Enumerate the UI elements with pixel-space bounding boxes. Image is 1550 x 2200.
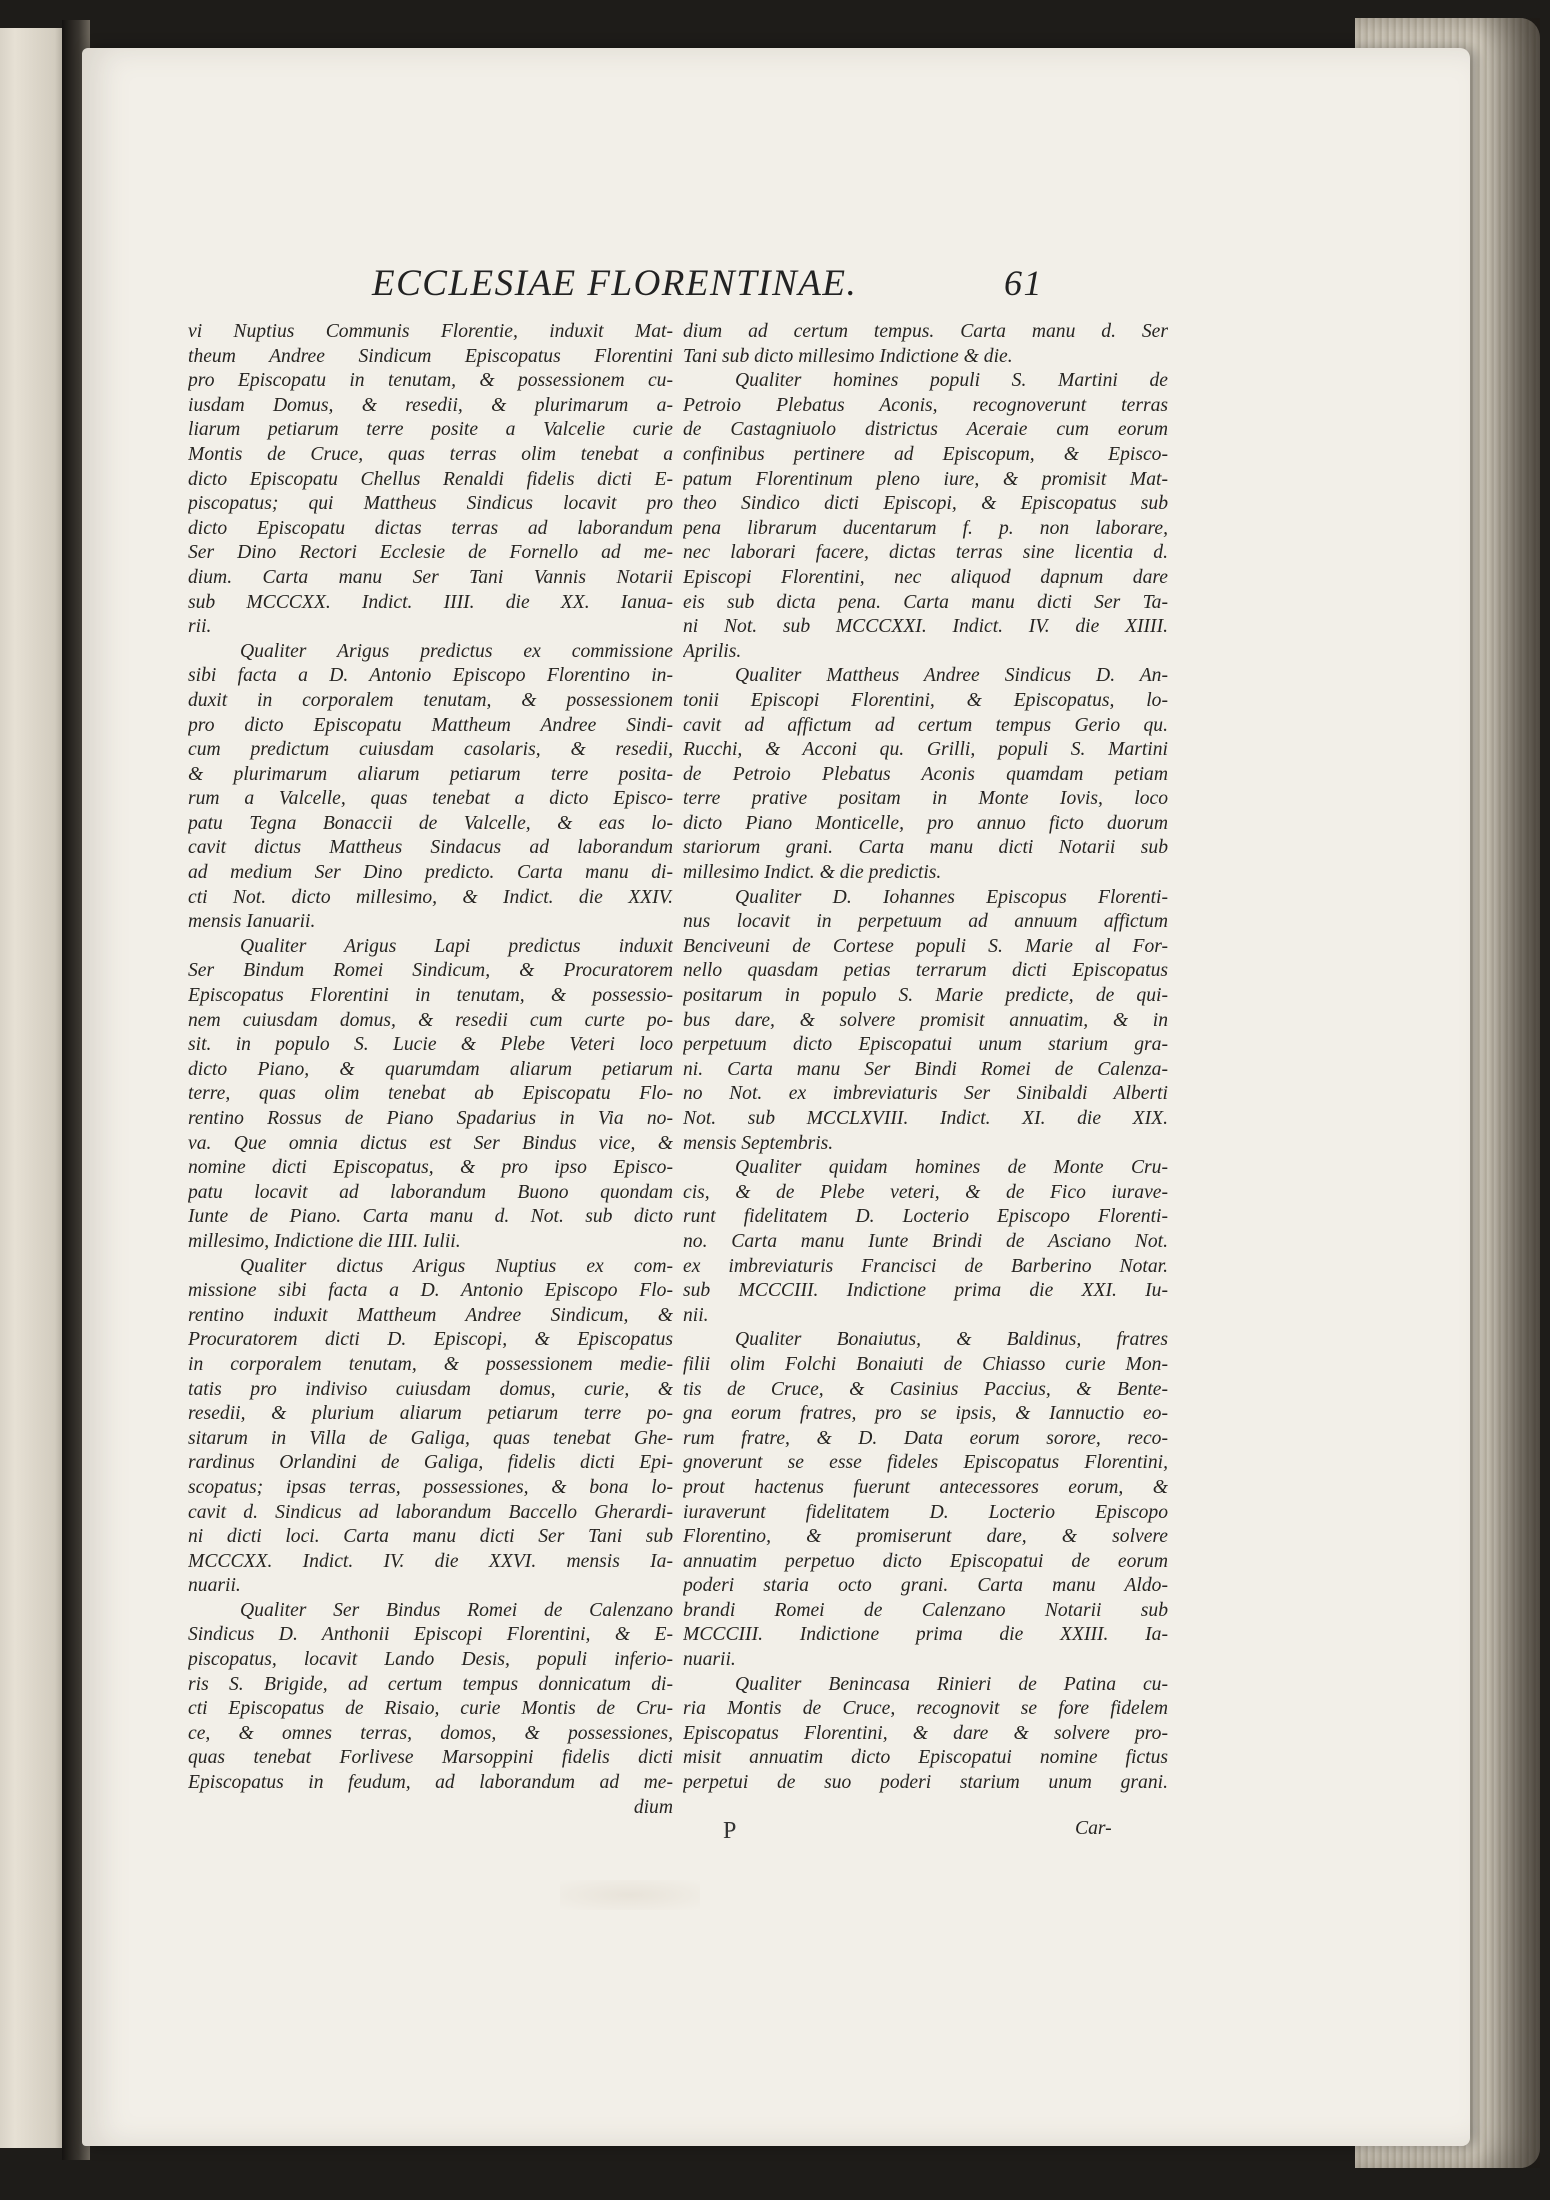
- text-line: mensis Ianuarii.: [188, 911, 316, 933]
- catchword: Car-: [1075, 1818, 1112, 1839]
- right-text-column: [683, 320, 1168, 1796]
- signature-mark: P: [723, 1818, 737, 1844]
- text-line: Qualiter dictus Arigus Nuptius ex com-: [240, 1255, 673, 1277]
- text-line: liarum petiarum terre posite a Valcelie curie: [188, 419, 673, 441]
- text-line: Qualiter Bonaiutus, & Baldinus, fratres: [735, 1329, 1168, 1351]
- text-line: Procuratorem dicti D. Episcopi, & Episcopatus: [188, 1329, 673, 1351]
- text-line: ria Montis de Cruce, recognovit se fore fidelem: [683, 1698, 1168, 1720]
- text-line: Aprilis.: [683, 640, 742, 662]
- text-line: no Not. ex imbreviaturis Ser Sinibaldi Alberti: [683, 1083, 1168, 1105]
- text-line: va. Que omnia dictus est Ser Bindus vice, &: [188, 1132, 673, 1154]
- text-line: pro Episcopatu in tenutam, & possessionem cu-: [188, 370, 673, 392]
- text-line: tonii Episcopi Florentini, & Episcopatus, lo-: [683, 689, 1168, 711]
- text-line: MCCCXX. Indict. IV. die XXVI. mensis Ia-: [188, 1550, 673, 1572]
- text-line: Sindicus D. Anthonii Episcopi Florentini, & E-: [188, 1624, 673, 1646]
- text-line: Florentino, & promiserunt dare, & solvere: [683, 1526, 1168, 1548]
- text-line: cavit ad affictum ad certum tempus Gerio qu.: [683, 714, 1168, 736]
- text-line: perpetui de suo poderi starium unum grani.: [683, 1772, 1168, 1794]
- text-line: pro dicto Episcopatu Mattheum Andree Sindi-: [188, 714, 673, 736]
- text-line: nem cuiusdam domus, & resedii cum curte po-: [188, 1009, 673, 1031]
- text-line: & plurimarum aliarum petiarum terre posita-: [188, 763, 673, 785]
- left-text-column: [188, 320, 673, 1820]
- page-number: 61: [1004, 263, 1043, 303]
- text-line: Qualiter D. Iohannes Episcopus Florenti-: [735, 886, 1168, 908]
- text-line: Qualiter quidam homines de Monte Cru-: [735, 1157, 1168, 1179]
- text-line: stariorum grani. Carta manu dicti Notarii sub: [683, 837, 1168, 859]
- text-line: brandi Romei de Calenzano Notarii sub: [683, 1599, 1168, 1621]
- text-line: vi Nuptius Communis Florentie, induxit Mat-: [188, 321, 673, 342]
- text-line: prout hactenus fuerunt antecessores eorum, &: [683, 1476, 1168, 1498]
- text-line: Tani sub dicto millesimo Indictione & die.: [683, 345, 1013, 367]
- text-line: Rucchi, & Acconi qu. Grilli, populi S. Martini: [683, 739, 1168, 761]
- text-line: perpetuum dicto Episcopatui unum starium gra-: [683, 1034, 1168, 1056]
- text-line: MCCCIII. Indictione prima die XXIII. Ia-: [683, 1624, 1168, 1646]
- text-line: Benciveuni de Cortese populi S. Marie al For-: [683, 935, 1168, 957]
- text-line: Qualiter Benincasa Rinieri de Patina cu-: [735, 1673, 1168, 1695]
- paper-stain: [560, 1880, 700, 1910]
- text-line: rardinus Orlandini de Galiga, fidelis dicti Epi-: [188, 1452, 673, 1474]
- text-line: ris S. Brigide, ad certum tempus donnicatum di-: [188, 1673, 673, 1695]
- text-line: Qualiter Arigus Lapi predictus induxit: [240, 935, 673, 957]
- text-line: quas tenebat Forlivese Marsoppini fidelis dicti: [188, 1747, 673, 1769]
- text-line: cti Episcopatus de Risaio, curie Montis de Cru-: [188, 1698, 673, 1720]
- text-line: filii olim Folchi Bonaiuti de Chiasso curie Mon-: [683, 1353, 1168, 1375]
- text-line: nus locavit in perpetuum ad annuum affictum: [683, 911, 1168, 933]
- text-line: millesimo Indict. & die predictis.: [683, 862, 942, 884]
- text-line: Episcopi Florentini, nec aliquod dapnum dare: [683, 566, 1168, 588]
- text-line: tatis pro indiviso cuiusdam domus, curie, &: [188, 1378, 673, 1400]
- text-line: dium. Carta manu Ser Tani Vannis Notarii: [188, 566, 673, 588]
- running-header: [372, 262, 1072, 312]
- text-line: duxit in corporalem tenutam, & possessionem: [188, 689, 673, 711]
- text-line: runt fidelitatem D. Locterio Episcopo Florenti-: [683, 1206, 1168, 1228]
- text-line: ni Not. sub MCCCXXI. Indict. IV. die XIIII.: [683, 616, 1168, 638]
- text-line: sub MCCCIII. Indictione prima die XXI. Iu-: [683, 1280, 1168, 1302]
- text-line: patum Florentinum pleno iure, & promisit Mat-: [683, 468, 1168, 490]
- text-line: piscopatus; qui Mattheus Sindicus locavit pro: [188, 493, 673, 515]
- text-line: cti Not. dicto millesimo, & Indict. die XXIV.: [188, 886, 673, 908]
- text-line: terre prative positam in Monte Iovis, loco: [683, 788, 1168, 810]
- text-line: Ser Dino Rectori Ecclesie de Fornello ad me-: [188, 542, 673, 564]
- text-line: scopatus; ipsas terras, possessiones, & bona lo-: [188, 1476, 673, 1498]
- text-line: nuarii.: [188, 1575, 241, 1597]
- text-line: nuarii.: [683, 1649, 736, 1671]
- text-line: mensis Septembris.: [683, 1132, 834, 1154]
- text-line: sibi facta a D. Antonio Episcopo Florentino in-: [188, 665, 673, 687]
- text-line: cavit d. Sindicus ad laborandum Baccello Gherardi-: [188, 1501, 673, 1523]
- text-line: iuraverunt fidelitatem D. Locterio Episcopo: [683, 1501, 1168, 1523]
- text-line: eis sub dicta pena. Carta manu dicti Ser Ta-: [683, 591, 1168, 613]
- text-line: Qualiter homines populi S. Martini de: [735, 370, 1168, 392]
- text-line: Qualiter Arigus predictus ex commissione: [240, 640, 673, 662]
- text-line: sub MCCCXX. Indict. IIII. die XX. Ianua-: [188, 591, 673, 613]
- text-line: Petroio Plebatus Aconis, recognoverunt terras: [683, 394, 1168, 416]
- text-line: poderi staria octo grani. Carta manu Aldo-: [683, 1575, 1168, 1597]
- text-line: ad medium Ser Dino predicto. Carta manu di-: [188, 862, 673, 884]
- text-line: sit. in populo S. Lucie & Plebe Veteri loco: [188, 1034, 673, 1056]
- text-line: nomine dicti Episcopatus, & pro ipso Episco-: [188, 1157, 673, 1179]
- text-line: cis, & de Plebe veteri, & de Fico iurave-: [683, 1181, 1168, 1203]
- text-line: ex imbreviaturis Francisci de Barberino Notar.: [683, 1255, 1168, 1277]
- text-line: Not. sub MCCLXVIII. Indict. XI. die XIX.: [683, 1108, 1168, 1129]
- text-line: ni. Carta manu Ser Bindi Romei de Calenza-: [683, 1058, 1168, 1080]
- text-line: positarum in populo S. Marie predicte, de qui-: [683, 985, 1168, 1007]
- text-line: gnoverunt se esse fideles Episcopatus Florentini,: [683, 1452, 1168, 1474]
- text-line: ni dicti loci. Carta manu dicti Ser Tani sub: [188, 1526, 673, 1548]
- text-line: bus dare, & solvere promisit annuatim, & in: [683, 1009, 1168, 1031]
- text-line: cum predictum cuiusdam casolaris, & resedii,: [188, 739, 673, 761]
- text-line: confinibus pertinere ad Episcopum, & Episco-: [683, 443, 1168, 465]
- text-line: millesimo, Indictione die IIII. Iulii.: [188, 1230, 461, 1252]
- text-line: in corporalem tenutam, & possessionem medie-: [188, 1353, 673, 1375]
- previous-page-edge: [0, 28, 70, 2148]
- text-line: patu Tegna Bonaccii de Valcelle, & eas lo-: [188, 812, 673, 834]
- text-line: Montis de Cruce, quas terras olim tenebat a: [188, 443, 673, 465]
- text-line: Episcopatus in feudum, ad laborandum ad me-: [188, 1772, 673, 1794]
- text-line: pena librarum ducentarum f. p. non laborare,: [683, 517, 1168, 539]
- text-line: tis de Cruce, & Casinius Paccius, & Bente-: [683, 1378, 1168, 1400]
- text-line: de Petroio Plebatus Aconis quamdam petiam: [683, 763, 1168, 785]
- text-line: misit annuatim dicto Episcopatui nomine fictus: [683, 1747, 1168, 1769]
- text-line: gna eorum fratres, pro se ipsis, & Iannuctio eo-: [683, 1403, 1168, 1425]
- text-line: nello quasdam petias terrarum dicti Episcopatus: [683, 960, 1168, 982]
- text-line: Episcopatus Florentini in tenutam, & possessio-: [188, 985, 673, 1007]
- text-line: piscopatus, locavit Lando Desis, populi inferio-: [188, 1649, 673, 1671]
- text-line: nii.: [683, 1304, 709, 1326]
- text-line: no. Carta manu Iunte Brindi de Asciano Not.: [683, 1230, 1168, 1252]
- text-line: sitarum in Villa de Galiga, quas tenebat Ghe-: [188, 1427, 673, 1449]
- text-line: rii.: [188, 616, 212, 638]
- text-line: annuatim perpetuo dicto Episcopatui de eorum: [683, 1550, 1168, 1572]
- text-line: Iunte de Piano. Carta manu d. Not. sub dicto: [188, 1206, 673, 1228]
- text-line: Qualiter Ser Bindus Romei de Calenzano: [240, 1599, 673, 1621]
- text-line: de Castagniuolo districtus Aceraie cum eorum: [683, 419, 1168, 441]
- text-line: dicto Piano, & quarumdam aliarum petiarum: [188, 1058, 673, 1080]
- text-line: rum fratre, & D. Data eorum sorore, reco-: [683, 1427, 1168, 1449]
- text-line: missione sibi facta a D. Antonio Episcopo Flo-: [188, 1280, 673, 1302]
- text-line: theo Sindico dicti Episcopi, & Episcopatus sub: [683, 493, 1168, 515]
- left-catchword: dium: [633, 1796, 673, 1818]
- text-line: nec laborari facere, dictas terras sine licentia d.: [683, 542, 1168, 564]
- text-line: Ser Bindum Romei Sindicum, & Procuratorem: [188, 960, 673, 982]
- text-line: ce, & omnes terras, domos, & possessiones,: [188, 1722, 673, 1744]
- text-line: Qualiter Mattheus Andree Sindicus D. An-: [735, 665, 1168, 687]
- text-line: cavit dictus Mattheus Sindacus ad laborandum: [188, 837, 673, 859]
- text-line: terre, quas olim tenebat ab Episcopatu Flo-: [188, 1083, 673, 1105]
- text-line: resedii, & plurium aliarum petiarum terre po-: [188, 1403, 673, 1425]
- text-line: patu locavit ad laborandum Buono quondam: [188, 1181, 673, 1203]
- text-line: rentino induxit Mattheum Andree Sindicum, &: [188, 1304, 673, 1326]
- running-title: ECCLESIAE FLORENTINAE.: [372, 263, 858, 304]
- text-line: rentino Rossus de Piano Spadarius in Via no-: [188, 1108, 673, 1129]
- text-line: rum a Valcelle, quas tenebat a dicto Episco-: [188, 788, 673, 810]
- text-line: dium ad certum tempus. Carta manu d. Ser: [683, 321, 1168, 342]
- text-line: dicto Episcopatu dictas terras ad laborandum: [188, 517, 673, 539]
- text-line: Episcopatus Florentini, & dare & solvere pro-: [683, 1722, 1168, 1744]
- text-line: dicto Episcopatu Chellus Renaldi fidelis dicti E-: [188, 468, 673, 490]
- text-line: dicto Piano Monticelle, pro annuo ficto duorum: [683, 812, 1168, 834]
- text-line: theum Andree Sindicum Episcopatus Florentini: [188, 345, 673, 367]
- text-line: iusdam Domus, & resedii, & plurimarum a-: [188, 394, 673, 416]
